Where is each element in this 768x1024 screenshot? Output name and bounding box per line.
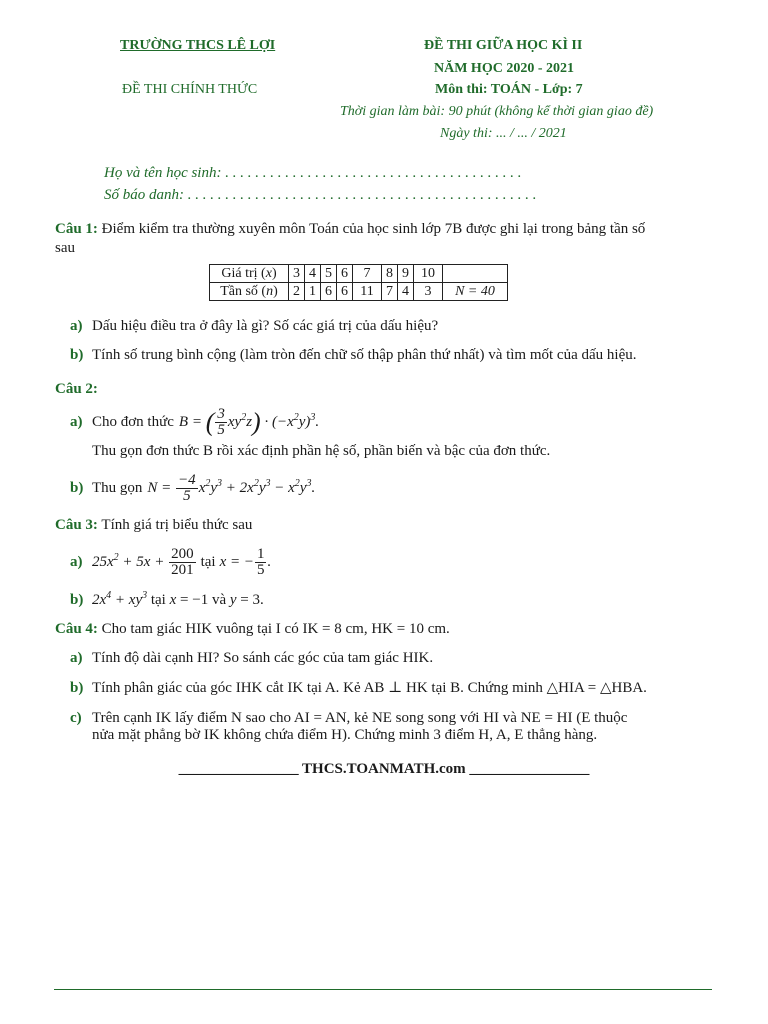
- frequency-table: [209, 264, 508, 301]
- question-4a-text: Tính độ dài cạnh HI? So sánh các góc của tam giác HIK.: [92, 650, 434, 666]
- values-header: Giá trị (x): [210, 265, 289, 283]
- question-2b: [70, 470, 315, 506]
- date-line: Ngày thi: ... / ... / 2021: [440, 126, 567, 141]
- freq-cell: 6: [321, 283, 337, 301]
- question-2a-prefix: Cho đơn thức: [92, 414, 174, 430]
- table-row-values: [210, 265, 508, 283]
- polynomial-N: N = $\frac{-4}{5}$ $x^2y^3 + 2x^2y^3 - x^2y^3$.: [147, 471, 316, 504]
- question-3-text: Tính giá trị biểu thức sau: [101, 517, 253, 533]
- question-4c-label: c): [70, 710, 82, 726]
- question-2-label: Câu 2:: [55, 381, 98, 397]
- question-2a-line2: Thu gọn đơn thức B rồi xác định phần hệ số, phần biến và bậc của đơn thức.: [92, 443, 551, 459]
- exam-title: ĐỀ THI GIỮA HỌC KÌ II: [424, 38, 583, 53]
- question-4a-label: a): [70, 650, 83, 666]
- subject-line: Môn thi: TOÁN - Lớp: 7: [435, 82, 583, 97]
- empty-cell: [443, 265, 508, 283]
- value-cell: 10: [414, 265, 443, 283]
- footer-divider: [54, 989, 712, 990]
- value-cell: 7: [353, 265, 382, 283]
- value-cell: 6: [337, 265, 353, 283]
- question-2a: [70, 404, 319, 440]
- value-3a: x = − $\frac{1}{5}$ .: [219, 545, 272, 578]
- value-cell: 3: [289, 265, 305, 283]
- question-1a-label: a): [70, 318, 83, 334]
- freq-cell: 11: [353, 283, 382, 301]
- question-2a-label: a): [70, 414, 83, 430]
- school-name: TRƯỜNG THCS LÊ LỢI: [120, 38, 276, 53]
- question-1: [55, 219, 720, 239]
- freq-cell: 2: [289, 283, 305, 301]
- question-2b-label: b): [70, 480, 84, 496]
- expression-3a: $25x^2 + 5x$ + $\frac{200}{201}$: [92, 545, 194, 578]
- student-name-line: Họ và tên học sinh: . . . . . . . . . . . . . . . . . . . . . . . . . . . . . . . . . . . . . . . .: [104, 165, 522, 181]
- value-cell: 8: [382, 265, 398, 283]
- freq-cell: 3: [414, 283, 443, 301]
- question-1-label: Câu 1:: [55, 221, 98, 237]
- monomial-B: B = ( $\frac{3}{5}$ $xy^2z) \cdot (-x^2y)^3$.: [178, 405, 320, 438]
- question-1b: [70, 345, 636, 365]
- school-year: NĂM HỌC 2020 - 2021: [434, 61, 574, 76]
- question-4c-cont: nửa mặt phẳng bờ IK không chứa điểm H). Chứng minh 3 điểm H, A, E thẳng hàng.: [92, 727, 598, 743]
- question-4c-text: Trên cạnh IK lấy điểm N sao cho AI = AN, kẻ NE song song với HI và NE = HI (E thuộc: [92, 710, 628, 726]
- question-3a: a) $25x^2 + 5x$ + $\frac{200}{201}$ tại x = − $\frac{1}{5}$ .: [70, 545, 272, 578]
- question-3: [55, 515, 252, 535]
- value-cell: 5: [321, 265, 337, 283]
- question-4: [55, 619, 450, 639]
- total-cell: N = 40: [443, 283, 508, 301]
- footer-link[interactable]: ________________ THCS.TOANMATH.com ________________: [178, 761, 590, 777]
- question-1a-text: Dấu hiệu điều tra ở đây là gì? Số các giá trị của dấu hiệu?: [92, 318, 439, 334]
- official-label: ĐỀ THI CHÍNH THỨC: [122, 82, 258, 97]
- time-line: Thời gian làm bài: 90 phút (không kể thời gian giao đề): [340, 104, 654, 119]
- question-3a-label: a): [70, 554, 83, 570]
- question-3b: [70, 590, 264, 610]
- question-1b-text: Tính số trung bình cộng (làm tròn đến chữ số thập phân thứ nhất) và tìm mốt của dấu hiệu.: [92, 347, 637, 363]
- student-id-line: Số báo danh: . . . . . . . . . . . . . . . . . . . . . . . . . . . . . . . . . . . . . . . . . . . . . . .: [104, 187, 537, 203]
- freq-header: Tần số (n): [210, 283, 289, 301]
- freq-cell: 7: [382, 283, 398, 301]
- question-4b-text: Tính phân giác của góc IHK cắt IK tại A. Kẻ AB ⊥ HK tại B. Chứng minh △HIA = △HBA.: [92, 680, 647, 696]
- question-2b-prefix: Thu gọn: [92, 480, 143, 496]
- question-4a: [70, 648, 433, 668]
- table-row-freqs: [210, 283, 508, 301]
- freq-cell: 6: [337, 283, 353, 301]
- question-1-text-cont: sau: [55, 240, 75, 256]
- expression-3b: $2x^4 + xy^3$ tại x = −1 và y = 3.: [92, 590, 264, 608]
- question-4b: [70, 678, 647, 698]
- question-3-label: Câu 3:: [55, 517, 98, 533]
- freq-cell: 4: [398, 283, 414, 301]
- question-1a: [70, 316, 438, 336]
- question-3b-label: b): [70, 592, 84, 608]
- question-4-text: Cho tam giác HIK vuông tại I có IK = 8 cm, HK = 10 cm.: [101, 621, 450, 637]
- question-4-label: Câu 4:: [55, 621, 98, 637]
- value-cell: 4: [305, 265, 321, 283]
- freq-cell: 1: [305, 283, 321, 301]
- question-1b-label: b): [70, 347, 84, 363]
- question-1-text: Điểm kiểm tra thường xuyên môn Toán của học sinh lớp 7B được ghi lại trong bảng tần số: [101, 221, 646, 237]
- question-4b-label: b): [70, 680, 84, 696]
- value-cell: 9: [398, 265, 414, 283]
